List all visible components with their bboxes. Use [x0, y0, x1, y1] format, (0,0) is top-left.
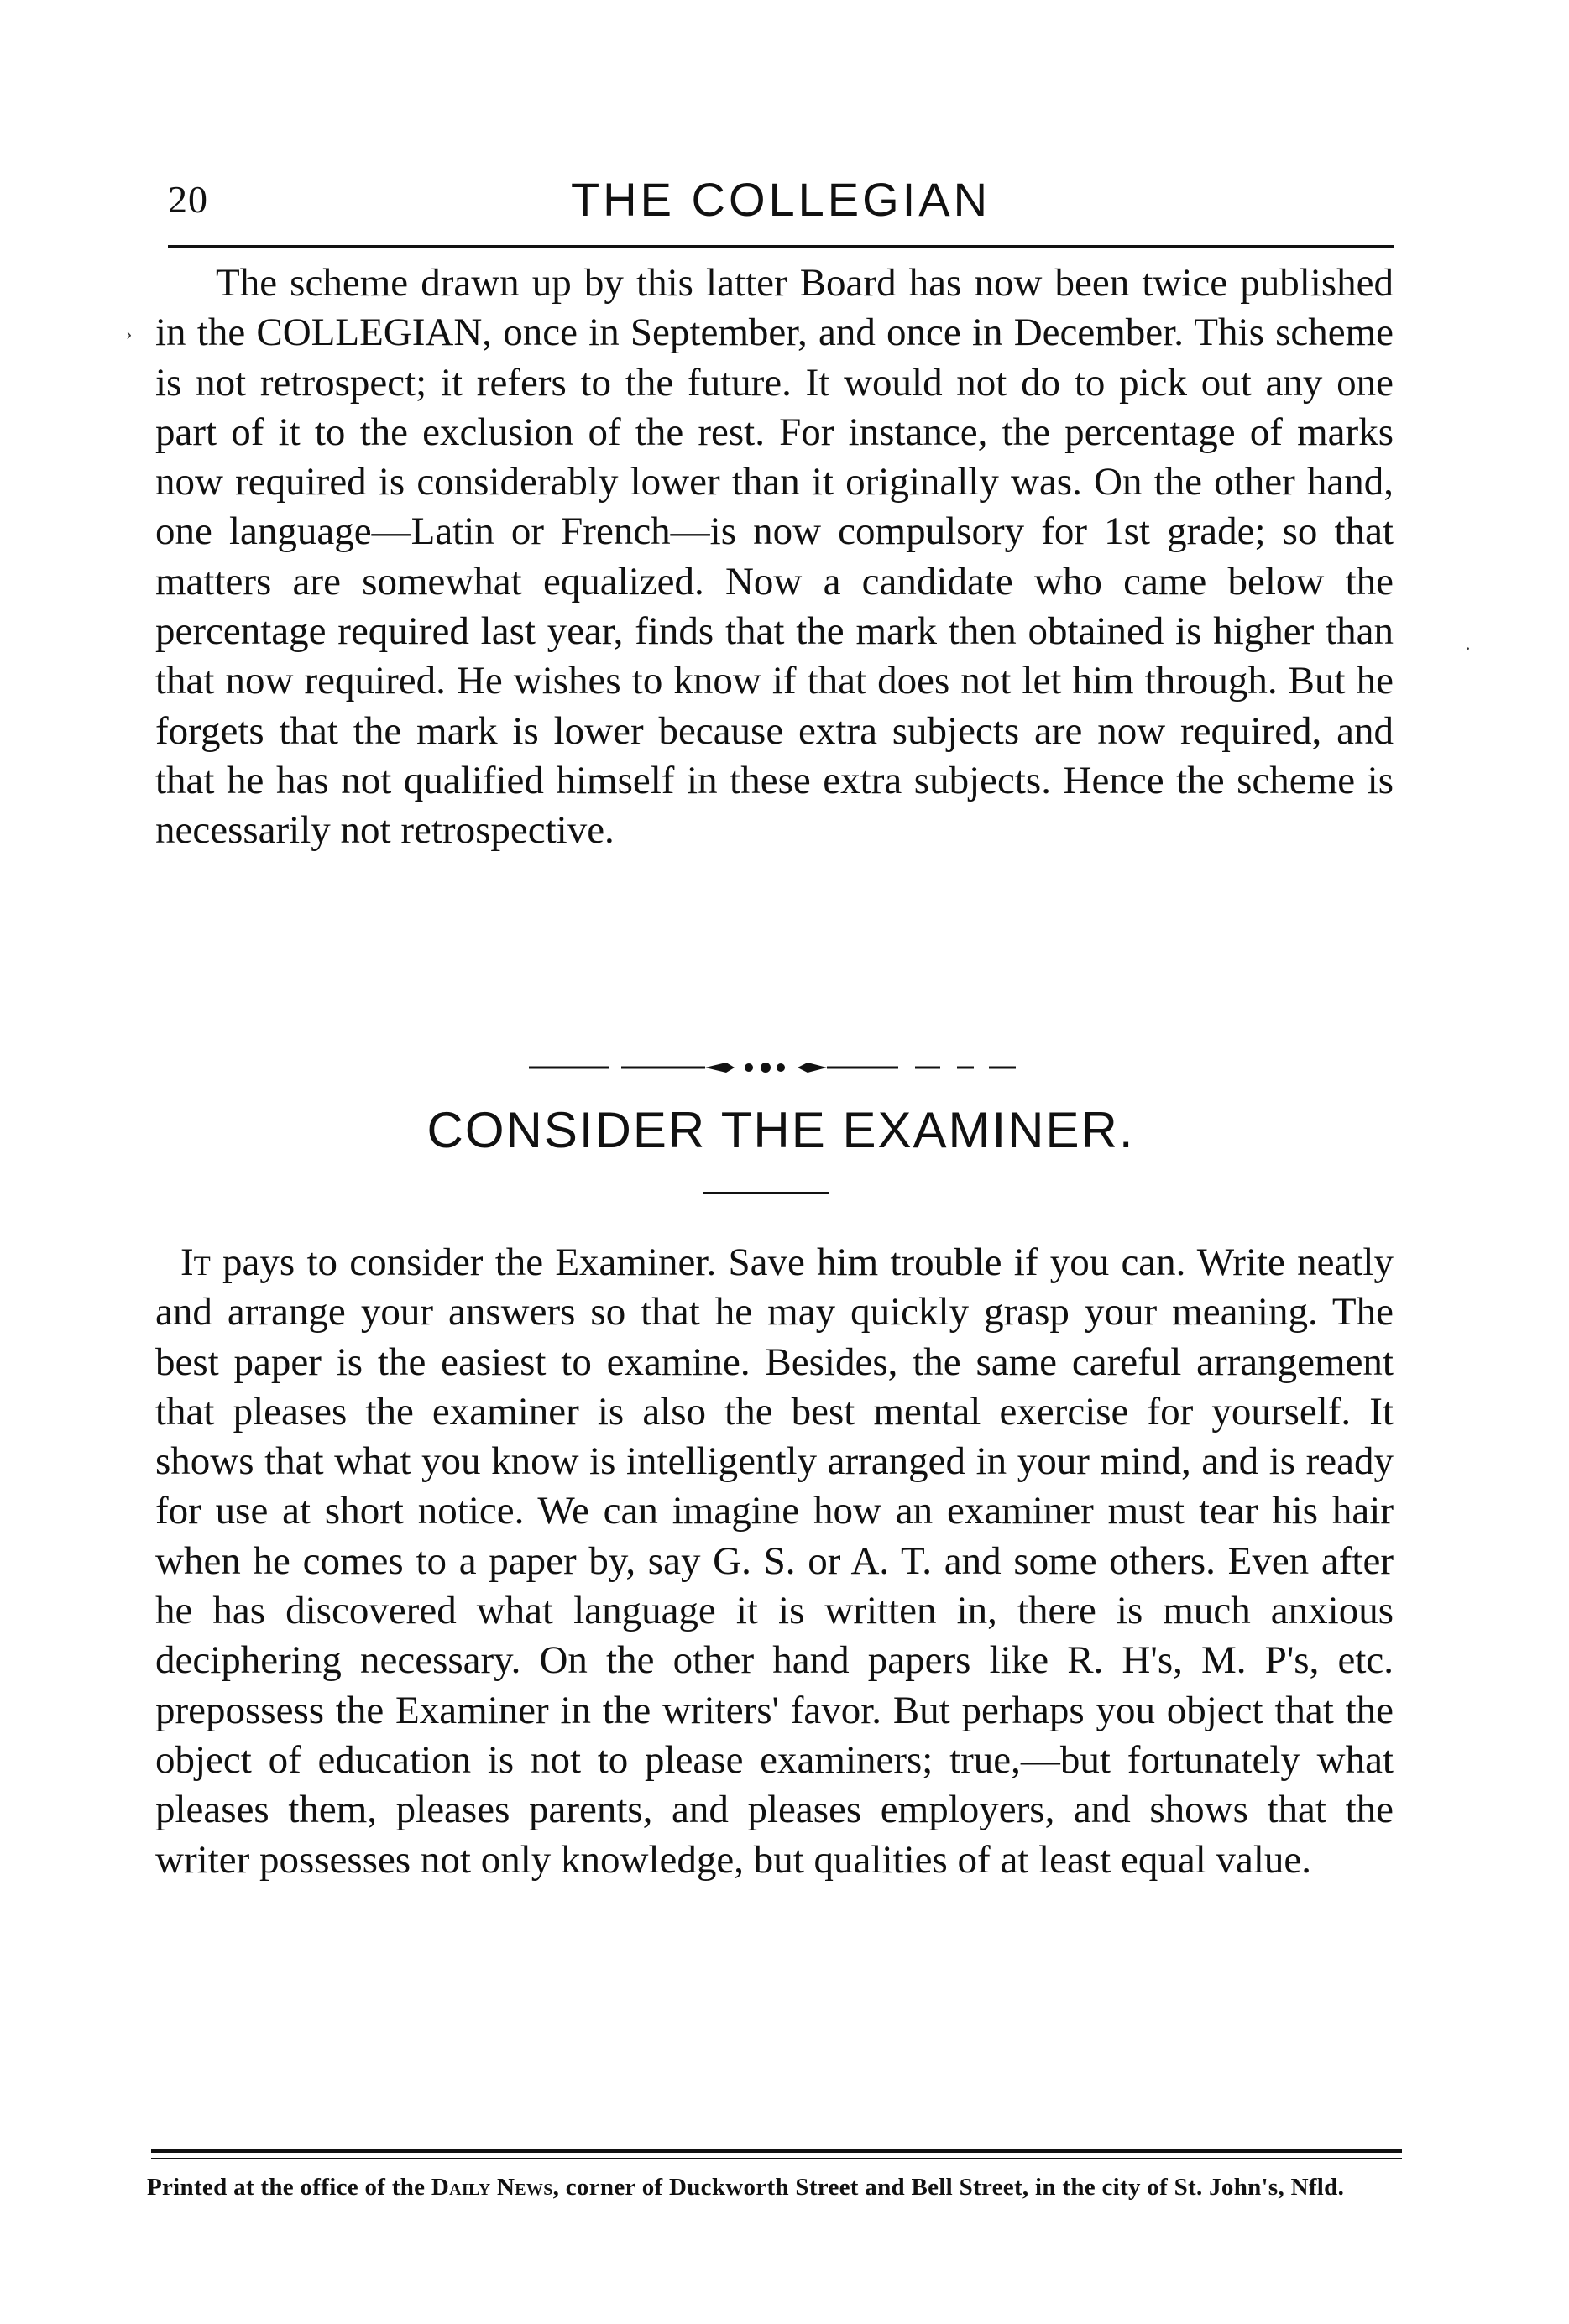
paragraph-text: pays to consider the Examiner. Save him trouble if you can. Write neatly and arrange your answers so that he may quickly grasp your meaning. The best paper is the easiest to examine. Besides, the same careful arrangement that pleases the examiner is also the best mental exercise for yourself. It shows that what you know is intelligently arranged in your mind, and is ready for use at short notice. We can imagine how an examiner must tear his hair when he comes to a paper by, say G. S. or A. T. and some others. Even after he has discovered what language it is written in, there is much anxious deciphering necessary. On the other hand papers like R. H's, M. P's, etc. prepossess the Examiner in the writers' favor. But perhaps you object that the object of education is not to please examiners; true,—but fortunately what pleases them, pleases parents, and pleases employers, and shows that the writer possesses not only knowledge, but qualities of at least equal value. — [155, 1240, 1394, 1882]
paragraph-lead: It — [180, 1240, 211, 1284]
section-title: CONSIDER THE EXAMINER. — [426, 1102, 1135, 1158]
article-paragraph — [155, 1238, 1394, 1885]
imprint-newspaper: Daily News — [431, 2174, 553, 2201]
running-title: THE COLLEGIAN — [570, 173, 991, 226]
page-number: 20 — [168, 178, 208, 221]
imprint-text: Printed at the office of the — [147, 2174, 431, 2201]
imprint-text: , corner of Duckworth Street and Bell Street, in the city of St. John's, Nfld. — [552, 2174, 1345, 2201]
footer-rule-thick — [151, 2149, 1402, 2153]
margin-mark-left: › — [126, 323, 133, 344]
printer-imprint — [147, 2174, 1398, 2201]
section-divider-ornament — [529, 1059, 1016, 1076]
margin-mark-right: · — [1465, 638, 1472, 659]
page-header — [168, 172, 1394, 239]
article-paragraph: The scheme drawn up by this latter Board has now been twice published in the COLLEGIAN, once in September, and once in December. This scheme is not retrospect; it refers to the future. It would not do to pick out any one part of it to the exclusion of the rest. For instance, the percentage of marks now required is considerably lower than it originally was. On the other hand, one language—Latin or French—is now compulsory for 1st grade; so that matters are somewhat equalized. Now a candidate who came below the percentage required last year, finds that the mark then obtained is higher than that now required. He wishes to know if that does not let him through. But he forgets that the mark is lower because extra subjects are now required, and that he has not qualified himself in these extra subjects. Hence the scheme is necessarily not retrospective. — [155, 261, 1394, 853]
footer-rule-thin — [151, 2158, 1402, 2159]
header-rule — [168, 245, 1394, 248]
title-underline — [703, 1192, 829, 1194]
